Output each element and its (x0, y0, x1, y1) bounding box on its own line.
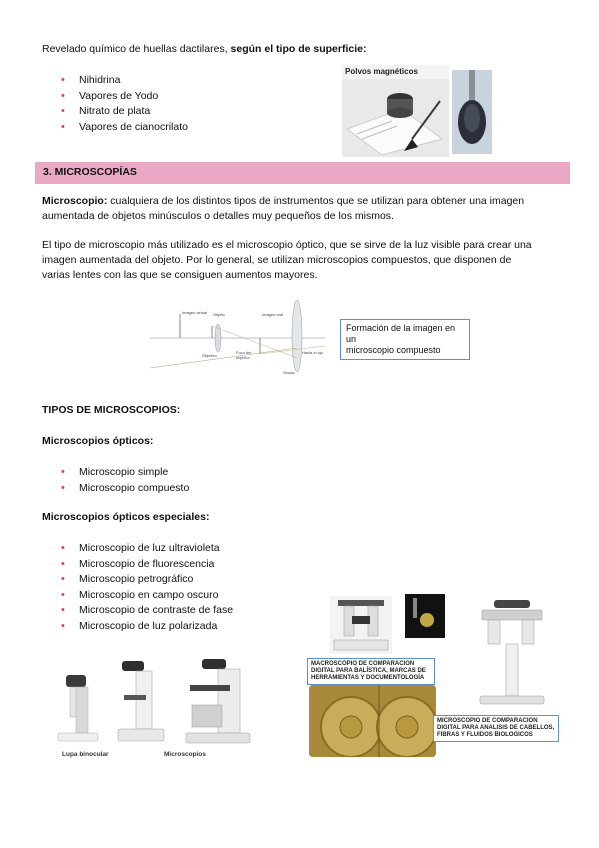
magnetic-brush-image (452, 70, 492, 154)
list-item: • Nitrato de plata (61, 105, 151, 117)
diagram-label-objetivo: Objetivo (202, 353, 217, 358)
intro-heading-bold: según el tipo de superficie: (230, 43, 367, 55)
dark-field-image (405, 594, 445, 638)
section-title: 3. MICROSCOPÍAS (43, 166, 137, 178)
list-item: • Microscopio de luz polarizada (61, 619, 218, 632)
balistica-caption: MACROSCOPIO DE COMPARACION DIGITAL PARA BALÍSTICA, MARCAS DE HERRAMIENTAS Y DOCUMENTOLOGÍA (307, 658, 435, 685)
definition-term: Microscopio: (42, 195, 108, 207)
microscopes-illustration (52, 655, 272, 751)
optical-heading: Microscopios ópticos: (42, 435, 154, 447)
microscopes-label: Microscopios (164, 751, 206, 758)
comparison-microscope-image (474, 596, 549, 706)
diagram-caption: Formación de la imagen en un microscopio compuesto (340, 319, 470, 360)
diagram-label-objeto: Objeto (213, 312, 225, 317)
list-item: • Vapores de Yodo (61, 89, 159, 102)
list-item: • Microscopio petrográfico (61, 573, 194, 585)
list-item: • Microscopio de luz ultravioleta (61, 542, 220, 554)
section-header-bar (35, 162, 570, 184)
special-heading: Microscopios ópticos especiales: (42, 511, 210, 523)
intro-heading-text: Revelado químico de huellas dactilares, (42, 43, 231, 55)
cartridge-comparison-image (309, 685, 436, 757)
microscopes-image (52, 655, 272, 761)
list-item: • Microscopio de contraste de fase (61, 604, 234, 616)
list-item: • Microscopio de fluorescencia (61, 557, 215, 570)
types-heading: TIPOS DE MICROSCOPIOS: (42, 404, 181, 416)
list-item: • Vapores de cianocrilato (61, 120, 188, 133)
intro-heading (42, 43, 366, 55)
list-item: • Microscopio compuesto (61, 481, 190, 494)
powder-jar-illustration (342, 79, 449, 157)
list-item: • Nihidrina (61, 74, 121, 86)
optical-list (42, 465, 322, 496)
reagent-list (42, 73, 322, 135)
special-list (42, 541, 302, 634)
diagram-label-virtual: Imagen virtual (182, 310, 208, 315)
diagram-label-foco: Foco del objetivo (236, 350, 252, 360)
cabellos-caption: MICROSCOPIO DE COMPARACION DIGITAL PARA ANALISIS DE CABELLOS, FIBRAS Y FLUIDOS BIOLOGICOS (433, 715, 559, 742)
list-item: • Microscopio simple (61, 466, 169, 478)
microscope-definition: Microscopio: cualquiera de los distintos tipos de instrumentos que se utilizan para obtener una imagen aumentada de objetos minúsculos o detalles muy pequeños de los mismos. (42, 195, 525, 222)
magnetic-powder-image (342, 65, 449, 157)
image-formation-diagram (150, 298, 325, 378)
diagram-label-ojo: Hacia el ojo (302, 350, 323, 355)
magnetic-powder-label: Polvos magnéticos (345, 67, 418, 76)
optical-microscope-paragraph: El tipo de microscopio más utilizado es el microscopio óptico, que se sirve de la luz visible para crear una imagen aumentada del objeto. Por lo general, se utilizan microscopios compuestos, que disponen de varias lentes con las que se consiguen aumentos mayores. (42, 239, 532, 281)
diagram-label-real: Imagen real (262, 312, 284, 317)
diagram-label-ocular: Ocular (283, 370, 295, 375)
lupa-label: Lupa binocular (62, 751, 109, 758)
comparison-macroscope-image (330, 596, 392, 654)
list-item: • Microscopio en campo oscuro (61, 588, 219, 601)
